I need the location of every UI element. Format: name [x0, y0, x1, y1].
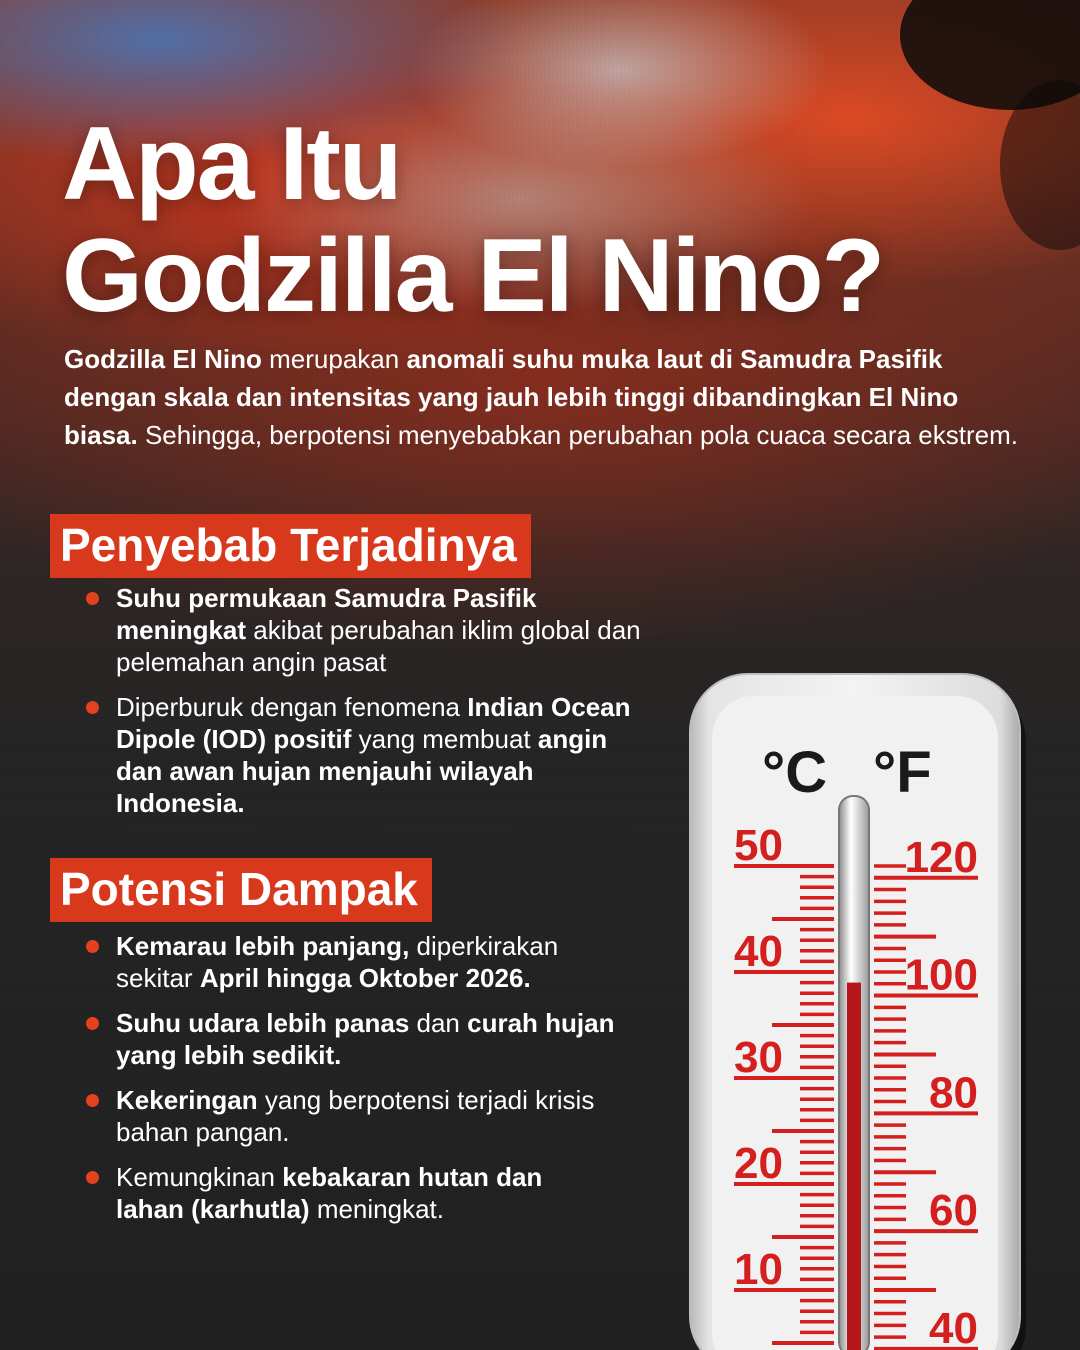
- bullet-bold: Suhu permukaan Samudra Pasifik meningkat: [116, 583, 537, 645]
- title-line-1: Apa Itu: [62, 106, 401, 222]
- celsius-tick-label: 40: [734, 927, 783, 976]
- bullet-text: Diperburuk dengan fenomena: [116, 692, 468, 722]
- bullet-text: akibat perubahan iklim global dan pelemahan angin pasat: [116, 615, 641, 677]
- fahrenheit-tick-label: 100: [904, 950, 978, 1000]
- fahrenheit-tick-label: 40: [929, 1303, 978, 1350]
- bullet-bold: Indian Ocean Dipole (IOD) positif: [116, 692, 631, 754]
- bullet-text: yang berpotensi terjadi krisis bahan pangan.: [116, 1085, 595, 1147]
- fahrenheit-tick-label: 60: [929, 1186, 978, 1236]
- intro-bold-term: Godzilla El Nino: [64, 344, 262, 374]
- bullet-bold: angin dan awan hujan menjauhi wilayah Indonesia.: [116, 724, 608, 818]
- bullet-text: Kemungkinan: [116, 1162, 283, 1192]
- bullet-text: yang membuat: [351, 724, 538, 754]
- bullet-bold: April hingga Oktober 2026.: [199, 963, 531, 993]
- fahrenheit-tick-label: 120: [904, 832, 978, 882]
- bullet-bold: kebakaran hutan dan lahan (karhutla): [116, 1162, 543, 1224]
- bullet-bold: Kekeringan: [116, 1085, 258, 1115]
- celsius-tick-label: 30: [734, 1033, 783, 1082]
- bullet-text: dan: [409, 1008, 468, 1038]
- intro-bold-definition: anomali suhu muka laut di Samudra Pasifik dengan skala dan intensitas yang jauh lebih tinggi dibandingkan El Nino biasa.: [64, 344, 959, 450]
- celsius-label: °C: [762, 740, 828, 805]
- bullet-bold: curah hujan yang lebih sedikit.: [116, 1008, 615, 1070]
- celsius-tick-label: 10: [734, 1245, 783, 1294]
- intro-text-end: Sehingga, berpotensi menyebabkan perubahan pola cuaca secara ekstrem.: [137, 420, 1018, 450]
- celsius-tick-label: 50: [734, 821, 783, 870]
- bullet-bold: Kemarau lebih panjang,: [116, 931, 410, 961]
- bullet-bold: Suhu udara lebih panas: [116, 1008, 410, 1038]
- mercury-column: [847, 983, 861, 1350]
- bullet-text: diperkirakan sekitar: [116, 931, 559, 993]
- title-line-2: Godzilla El Nino?: [62, 218, 884, 334]
- celsius-tick-label: 20: [734, 1139, 783, 1188]
- bullet-text: meningkat.: [309, 1194, 444, 1224]
- intro-text: merupakan: [261, 344, 407, 374]
- impacts-heading: Potensi Dampak: [50, 858, 432, 922]
- fahrenheit-label: °F: [873, 740, 932, 805]
- causes-heading: Penyebab Terjadinya: [50, 514, 531, 578]
- fahrenheit-tick-label: 80: [929, 1068, 978, 1118]
